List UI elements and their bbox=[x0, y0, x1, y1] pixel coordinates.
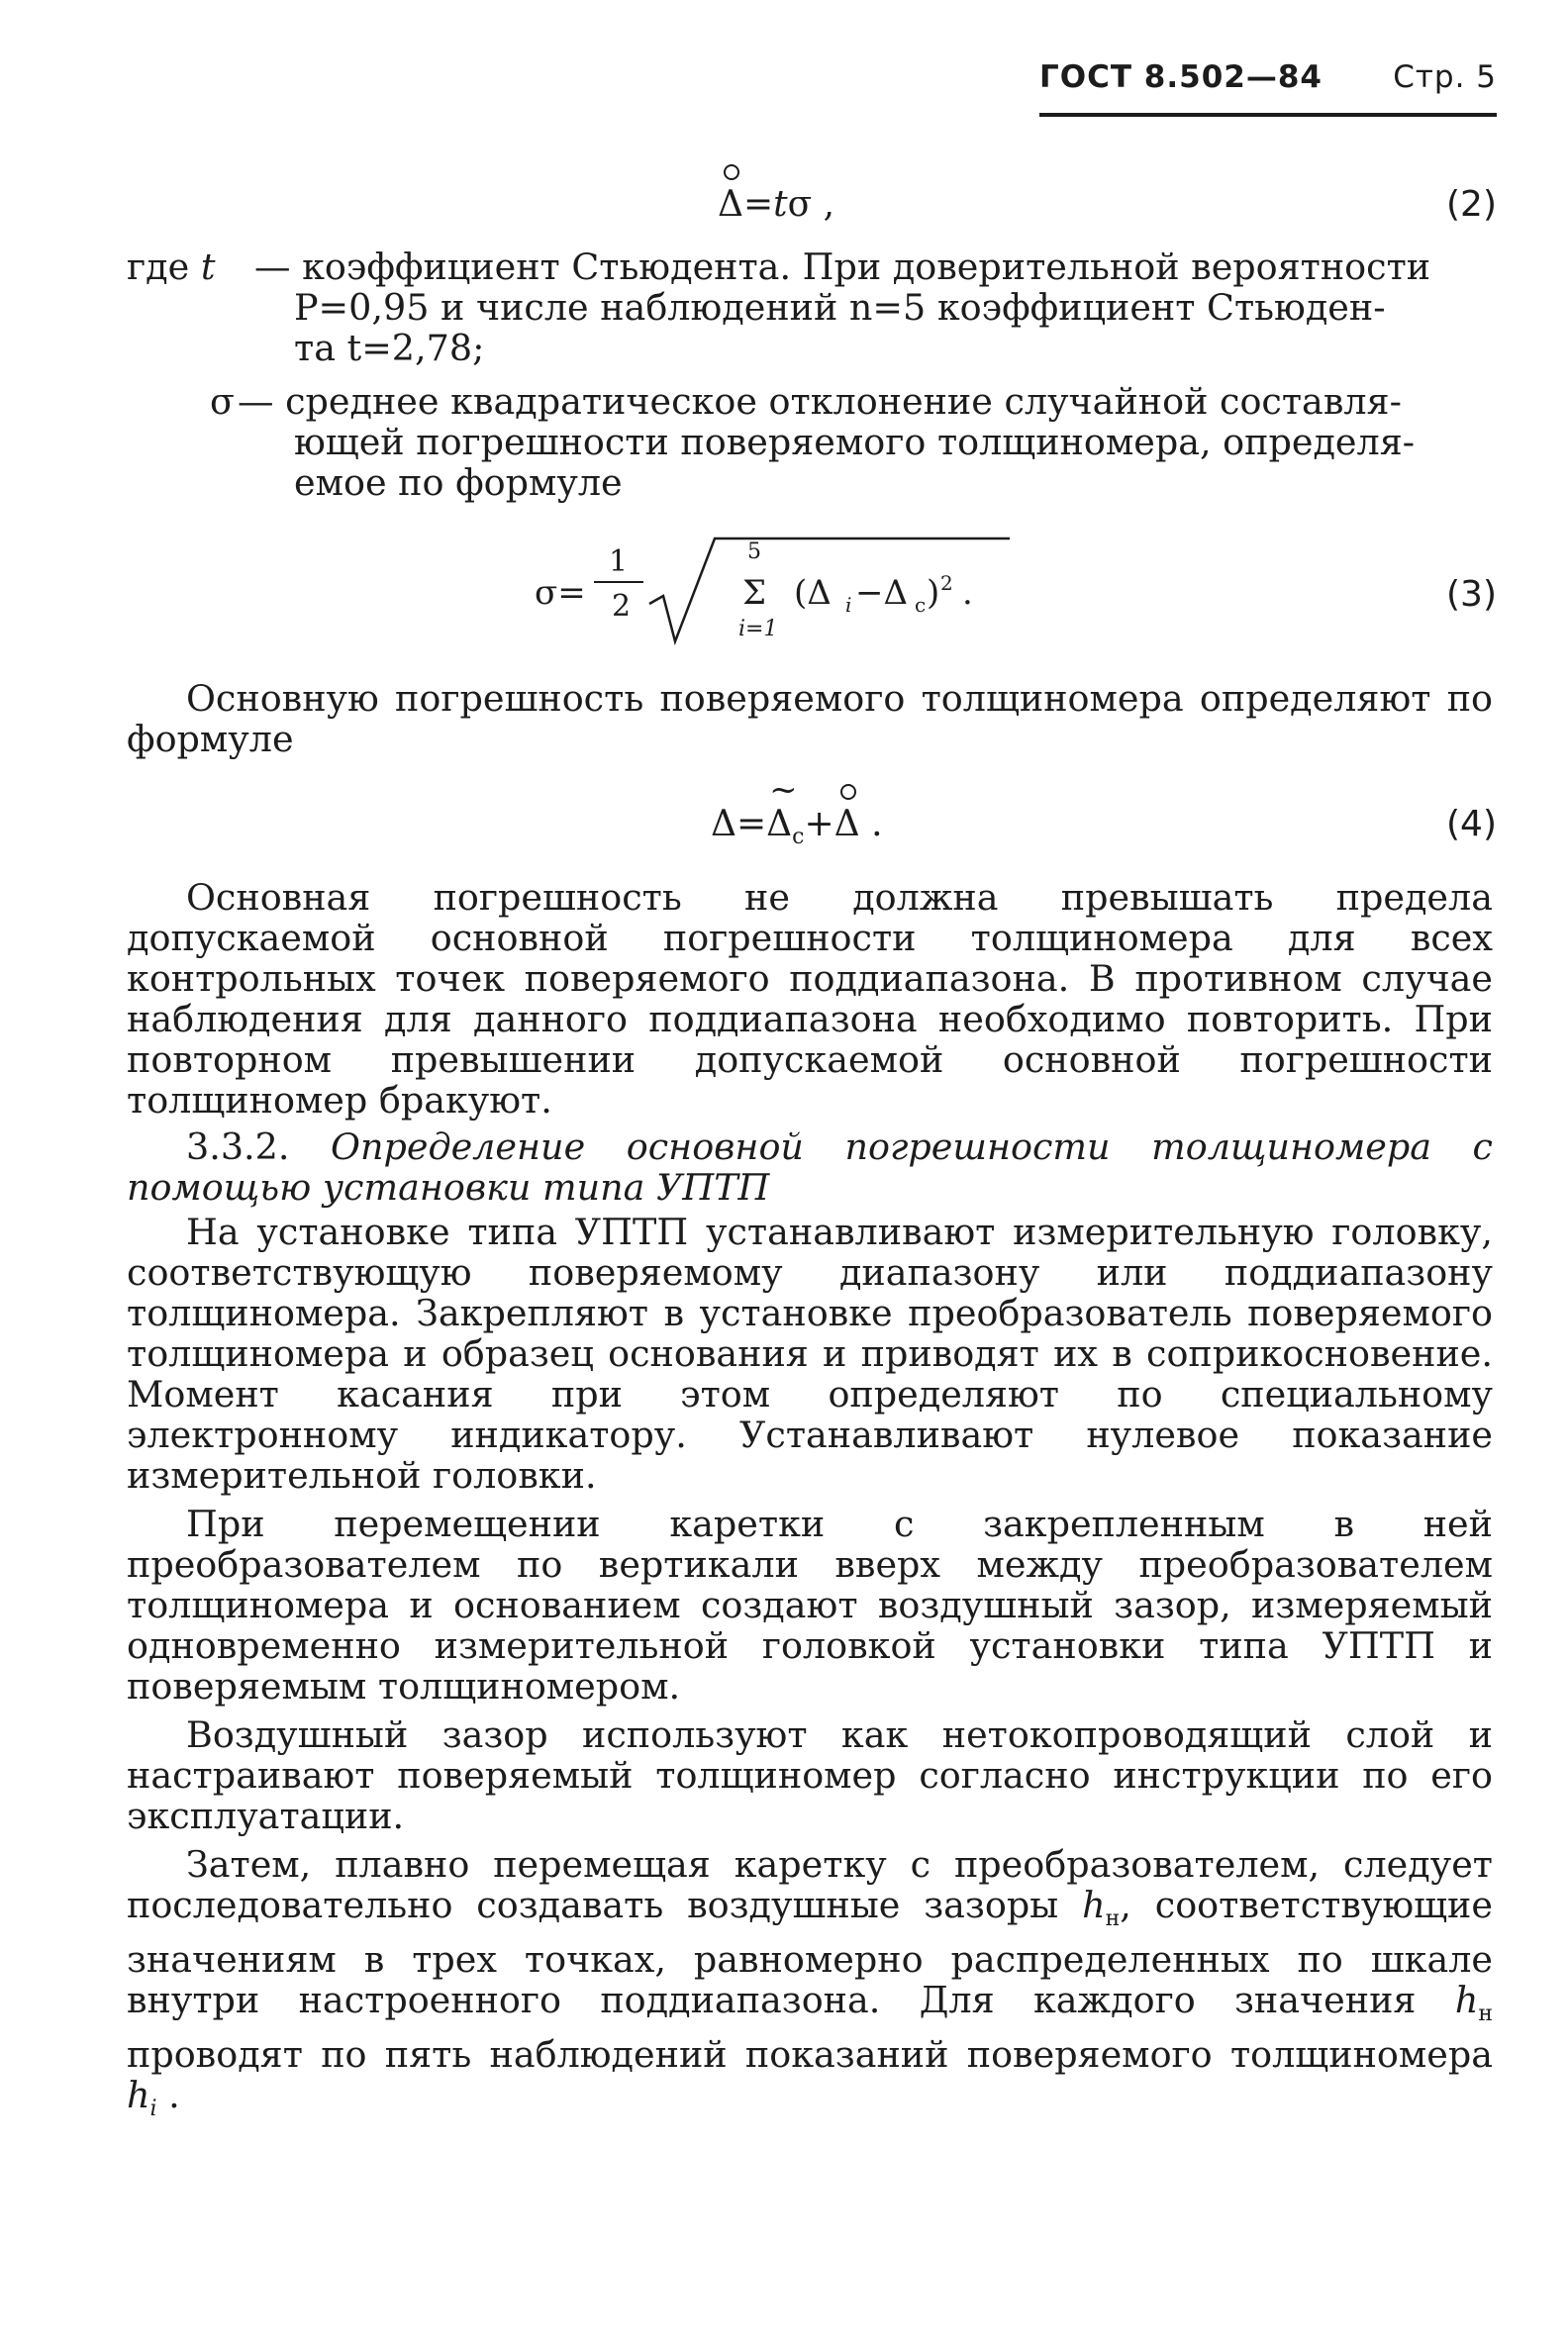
section-title: Определение основной погрешности толщиномера с помощью установки типа УПТП bbox=[127, 1125, 1493, 1209]
intro-equation-4: Основную погрешность поверяемого толщиномера определяют по формуле bbox=[127, 677, 1493, 760]
paragraph-4: Воздушный зазор используют как нетокопроводящий слой и настраивают поверяемый толщиномер согласно инструкции по его эксплуатации. bbox=[127, 1713, 1493, 1837]
paragraph-2: На установке типа УПТП устанавливают измерительную головку, соответствующую поверяемому диапазону или поддиапазону толщиномера. Закрепляют в установке преобразователь поверяемого толщиномера и образец основания и приводят их в соприкосновение. Момент касания при этом определяют по специальному электронному индикатору. Устанавливают нулевое показание измерительной головки. bbox=[127, 1211, 1493, 1497]
svg-text:Σ: Σ bbox=[742, 573, 767, 613]
page-header bbox=[1039, 59, 1497, 95]
body-text bbox=[127, 877, 1493, 2129]
svg-text:i=1: i=1 bbox=[738, 617, 778, 641]
header-rule bbox=[1039, 113, 1497, 117]
standard-number: ГОСТ 8.502—84 bbox=[1039, 59, 1323, 95]
t-description-line-2: P=0,95 и числе наблюдений n=5 коэффициент Стьюден- bbox=[294, 286, 1386, 329]
sigma-symbol: σ bbox=[210, 380, 235, 423]
section-number: 3.3.2. bbox=[186, 1125, 290, 1168]
paragraph-5: Затем, плавно перемещая каретку с преобразователем, следует последовательно создавать воздушные зазоры $h_н$, соответствующие значениям в трех точках, равномерно распределенных по шкале внутри настроенного поддиапазона. Для каждого значения $h_н$ проводят по пять наблюдений показаний поверяемого толщиномера $h_i$ . bbox=[127, 1843, 1493, 2121]
t-description-line-3: та t=2,78; bbox=[294, 327, 485, 369]
sigma-description-line-2: ющей погрешности поверяемого толщиномера, определя- bbox=[294, 421, 1416, 463]
svg-text:.: . bbox=[962, 573, 973, 613]
svg-text:2: 2 bbox=[940, 571, 953, 595]
svg-text:σ=: σ= bbox=[535, 573, 586, 613]
page-number: Стр. 5 bbox=[1393, 59, 1497, 95]
svg-text:2: 2 bbox=[612, 589, 632, 624]
t-description-line-1: — коэффициент Стьюдента. При доверительной вероятности bbox=[254, 245, 1431, 288]
svg-text:1: 1 bbox=[609, 544, 629, 579]
equation-3-graphic bbox=[535, 525, 1049, 653]
svg-text:): ) bbox=[927, 573, 940, 613]
svg-text:(Δ: (Δ bbox=[794, 573, 832, 613]
svg-text:5: 5 bbox=[747, 539, 761, 564]
equation-2: Δ=tσ , bbox=[718, 184, 835, 225]
paragraph-3: При перемещении каретки с закрепленным в ней преобразователем по вертикали вверх между преобразователем толщиномера и основанием создают воздушный зазор, измеряемый одновременно измерительной головкой установки типа УПТП и поверяемым толщиномером. bbox=[127, 1503, 1493, 1708]
equation-4-number: (4) bbox=[1446, 804, 1497, 844]
equation-3 bbox=[535, 525, 1049, 653]
sigma-description-line-3: емое по формуле bbox=[294, 461, 623, 504]
where-lead: где t bbox=[127, 245, 216, 288]
equation-3-number: (3) bbox=[1446, 574, 1497, 615]
sigma-description-line-1: — среднее квадратическое отклонение случайной составля- bbox=[238, 380, 1402, 423]
equation-4: Δ=~ $\Delta_c+\Delta$ . bbox=[711, 804, 883, 849]
paragraph-1: Основная погрешность не должна превышать предела допускаемой основной погрешности толщиномера для всех контрольных точек поверяемого поддиапазона. В противном случае наблюдения для данного поддиапазона необходимо повторить. При повторном превышении допускаемой основной погрешности толщиномер бракуют. bbox=[127, 876, 1493, 1122]
svg-text:c: c bbox=[915, 593, 927, 617]
svg-text:−Δ: −Δ bbox=[855, 573, 909, 613]
svg-text:i: i bbox=[845, 593, 852, 617]
section-3-3-2 bbox=[127, 1126, 1493, 1208]
equation-2-number: (2) bbox=[1446, 184, 1497, 225]
